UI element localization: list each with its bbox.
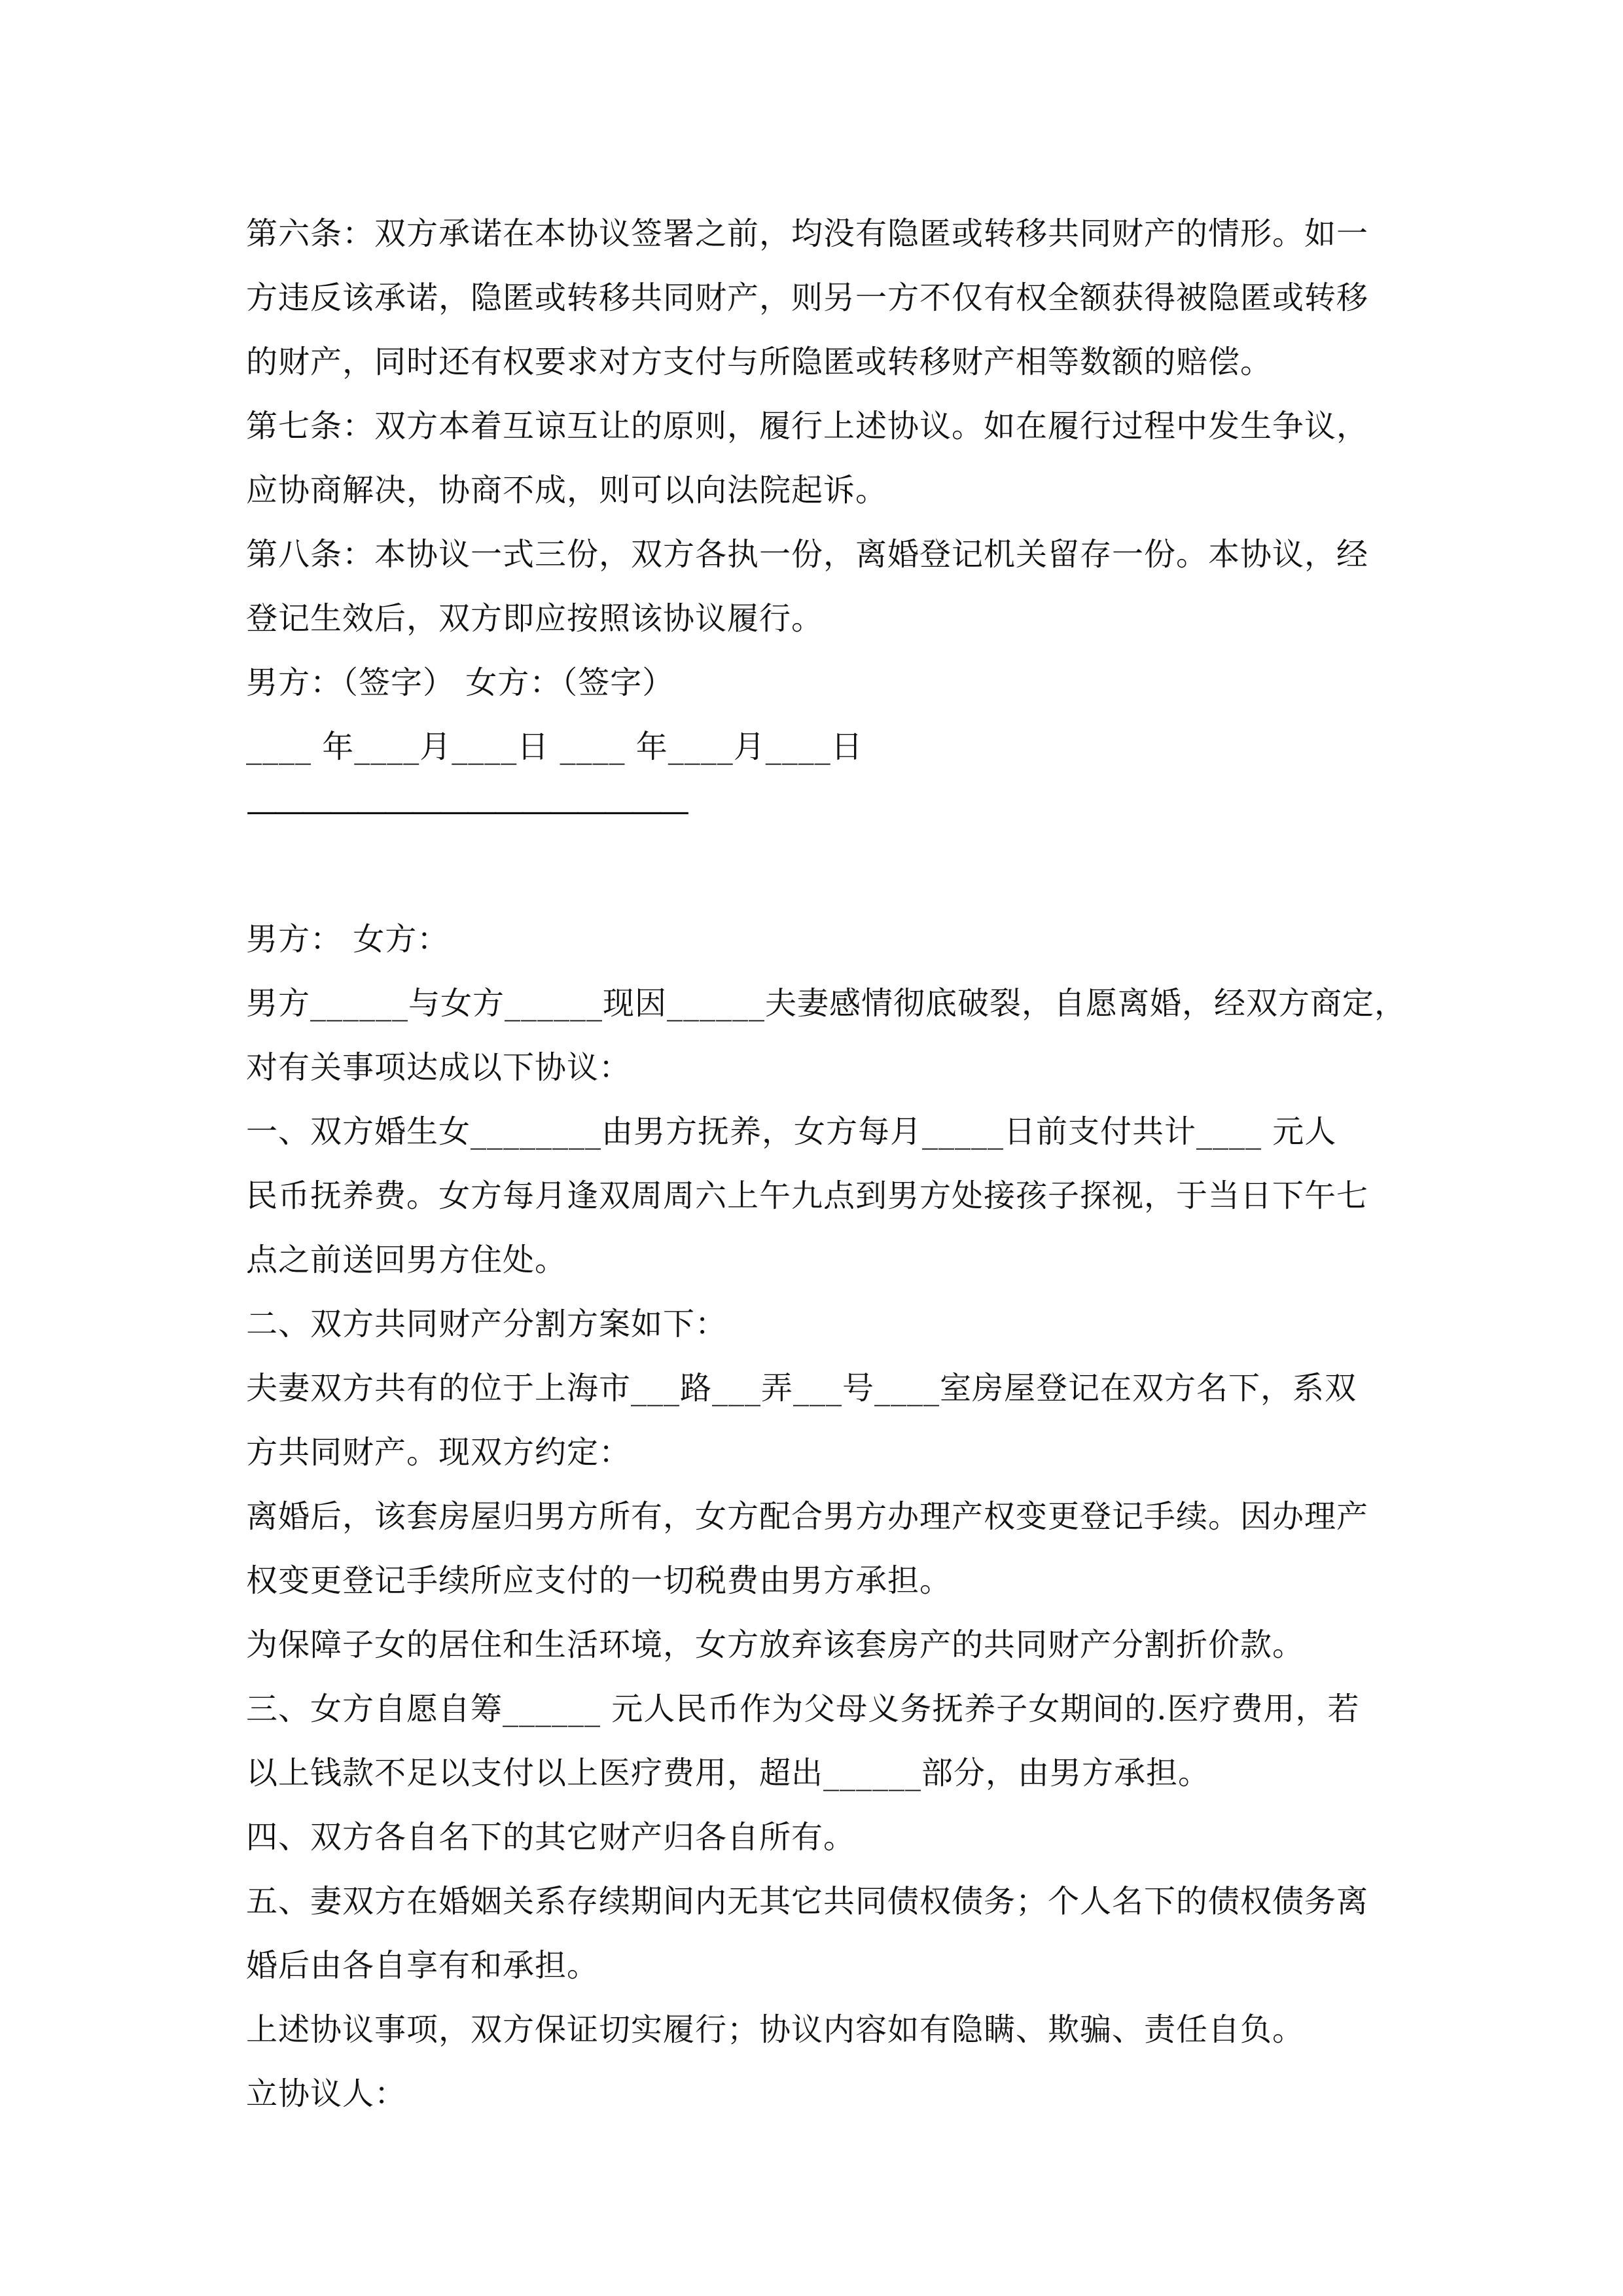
text-line: 婚后由各自享有和承担。 [246,1947,599,1984]
text-line: 的财产，同时还有权要求对方支付与所隐匿或转移财产相等数额的赔偿。 [246,344,1273,380]
text-line: 三、女方自愿自筹______ 元人民币作为父母义务抚养子女期间的.医疗费用，若 [246,1691,1360,1727]
text-line: 二、双方共同财产分割方案如下： [246,1306,728,1342]
text-line: 男方： 女方： [246,921,450,958]
text-line: 一、双方婚生女________由男方抚养，女方每月_____日前支付共计____ 元人 [246,1113,1337,1150]
text-line: 男方______与女方______现因______夫妻感情彻底破裂，自愿离婚，经双方商定， [246,985,1407,1022]
text-line: 第八条：本协议一式三份，双方各执一份，离婚登记机关留存一份。本协议，经 [246,536,1369,573]
text-line: 方违反该承诺，隐匿或转移共同财产，则另一方不仅有权全额获得被隐匿或转移 [246,279,1369,316]
signature-line: 男方：（签字） 女方：（签字） [246,664,675,701]
text-line: 为保障子女的居住和生活环境，女方放弃该套房产的共同财产分割折价款。 [246,1626,1305,1663]
text-line: 点之前送回男方住处。 [246,1242,567,1278]
text-line: 方共同财产。现双方约定： [246,1434,632,1471]
text-line: 以上钱款不足以支付以上医疗费用，超出______部分，由男方承担。 [246,1755,1211,1791]
text-line: 立协议人： [246,2075,407,2112]
text-line: 应协商解决，协商不成，则可以向法院起诉。 [246,472,888,509]
text-line: 五、妻双方在婚姻关系存续期间内无其它共同债权债务；个人名下的债权债务离 [246,1883,1369,1920]
text-line: 离婚后，该套房屋归男方所有，女方配合男方办理产权变更登记手续。因办理产 [246,1498,1369,1535]
text-line: 夫妻双方共有的位于上海市___路___弄___号____室房屋登记在双方名下，系双 [246,1370,1357,1407]
text-line: 上述协议事项，双方保证切实履行；协议内容如有隐瞒、欺骗、责任自负。 [246,2011,1305,2048]
spacer [246,843,1385,907]
text-line: 第七条：双方本着互谅互让的原则，履行上述协议。如在履行过程中发生争议， [246,408,1369,444]
text-line: 民币抚养费。女方每月逢双周周六上午九点到男方处接孩子探视，于当日下午七 [246,1177,1369,1214]
date-line: ____ 年____月____日 ____ 年____月____日 [246,728,863,765]
section-divider: ———————————————— [246,793,686,829]
document-page [246,202,1407,2126]
text-line: 四、双方各自名下的其它财产归各自所有。 [246,1819,856,1856]
text-line: 对有关事项达成以下协议： [246,1049,632,1086]
text-line: 权变更登记手续所应支付的一切税费由男方承担。 [246,1562,952,1599]
text-line: 第六条：双方承诺在本协议签署之前，均没有隐匿或转移共同财产的情形。如一 [246,215,1369,252]
text-line: 登记生效后，双方即应按照该协议履行。 [246,600,824,637]
